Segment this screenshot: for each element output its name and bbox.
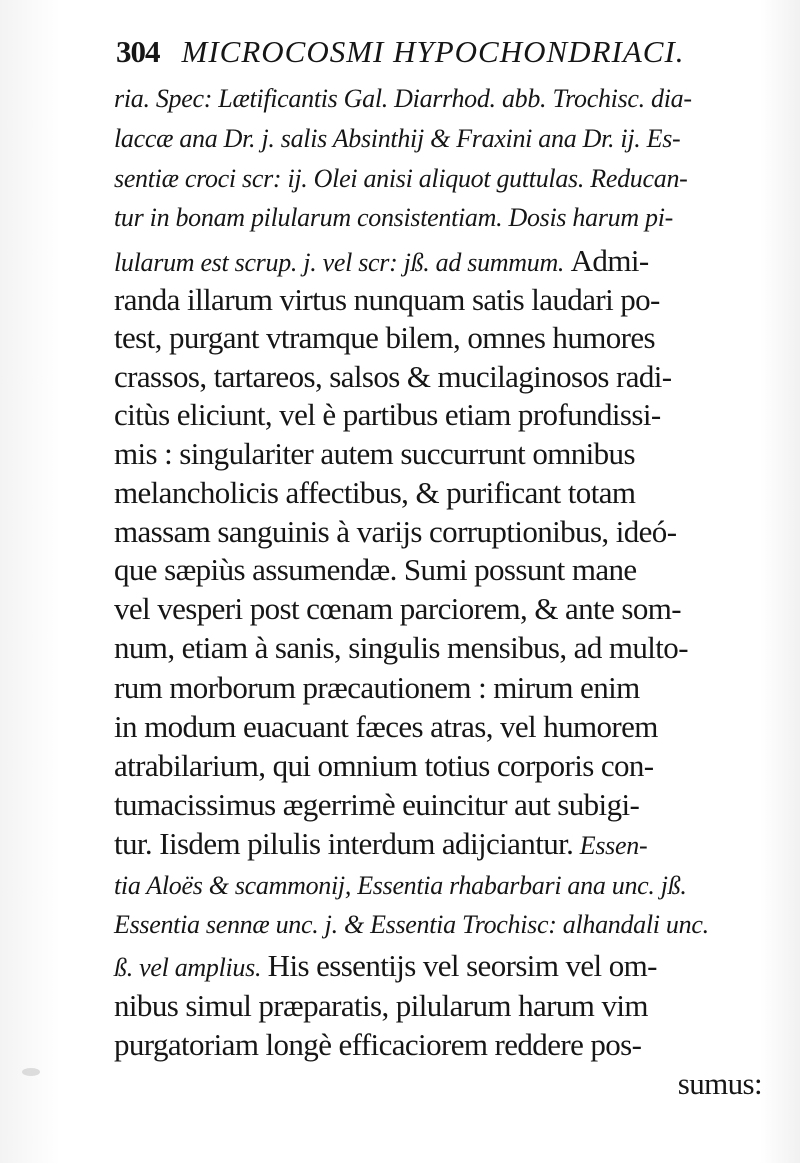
- text-line-25: purgatoriam longè efficaciorem reddere pos-: [114, 1027, 642, 1062]
- page-header: [116, 34, 766, 82]
- text-line-19: tumacissimus ægerrimè euincitur aut subigi-: [114, 787, 640, 822]
- text-line-10: mis : singulariter autem succurrunt omnibus: [114, 436, 635, 471]
- text-line-4: tur in bonam pilularum consistentiam. Dosis harum pi-: [114, 203, 674, 232]
- text-line-7: test, purgant vtramque bilem, omnes humores: [114, 320, 655, 355]
- text-line-24: nibus simul præparatis, pilularum harum vim: [114, 988, 648, 1023]
- text-line-12: massam sanguinis à varijs corruptionibus, ideó-: [114, 514, 677, 549]
- text-line-6: randa illarum virtus nunquam satis laudari po-: [114, 282, 660, 317]
- text-line-3: sentiæ croci scr: ij. Olei anisi aliquot guttulas. Reducan-: [114, 164, 688, 193]
- running-head: MICROCOSMI HYPOCHONDRIACI.: [181, 34, 685, 69]
- text-line-20-italic: Essen-: [579, 831, 648, 860]
- page-number: 304: [116, 34, 160, 69]
- text-line-23-roman: His essentijs vel seorsim vel om-: [267, 948, 657, 983]
- text-line-20: [114, 828, 762, 859]
- text-line-5: [114, 245, 762, 276]
- text-line-21: tia Aloës & scammonij, Essentia rhabarbari ana unc. jß.: [114, 871, 687, 900]
- text-line-22: Essentia sennæ unc. j. & Essentia Trochisc: alhandali unc.: [114, 910, 709, 939]
- text-line-2: laccæ ana Dr. j. salis Absinthij & Fraxini ana Dr. ij. Es-: [114, 124, 681, 153]
- text-line-5-roman: Admi-: [570, 243, 649, 278]
- text-line-14: vel vesperi post cœnam parciorem, & ante som-: [114, 591, 681, 626]
- text-line-11: melancholicis affectibus, & purificant totam: [114, 475, 636, 510]
- text-line-16: rum morborum præcautionem : mirum enim: [114, 670, 640, 705]
- text-line-23: [114, 950, 762, 981]
- text-line-15: num, etiam à sanis, singulis mensibus, ad multo-: [114, 630, 688, 665]
- text-line-8: crassos, tartareos, salsos & mucilaginosos radi-: [114, 359, 672, 394]
- text-line-18: atrabilarium, qui omnium totius corporis con-: [114, 748, 654, 783]
- page-smudge: [22, 1068, 40, 1076]
- text-line-13: que sæpiùs assumendæ. Sumi possunt mane: [114, 552, 637, 587]
- text-line-23-italic: ß. vel amplius.: [114, 953, 262, 982]
- text-line-5-italic: lularum est scrup. j. vel scr: jß. ad summum.: [114, 248, 565, 277]
- text-line-9: citùs eliciunt, vel è partibus etiam profundissi-: [114, 397, 661, 432]
- text-line-17: in modum euacuant fæces atras, vel humorem: [114, 709, 658, 744]
- text-line-1: ria. Spec: Lætificantis Gal. Diarrhod. abb. Trochisc. dia-: [114, 84, 692, 113]
- text-line-20-roman: tur. Iisdem pilulis interdum adijciantur.: [114, 826, 574, 861]
- text-line-26: sumus:: [677, 1066, 762, 1101]
